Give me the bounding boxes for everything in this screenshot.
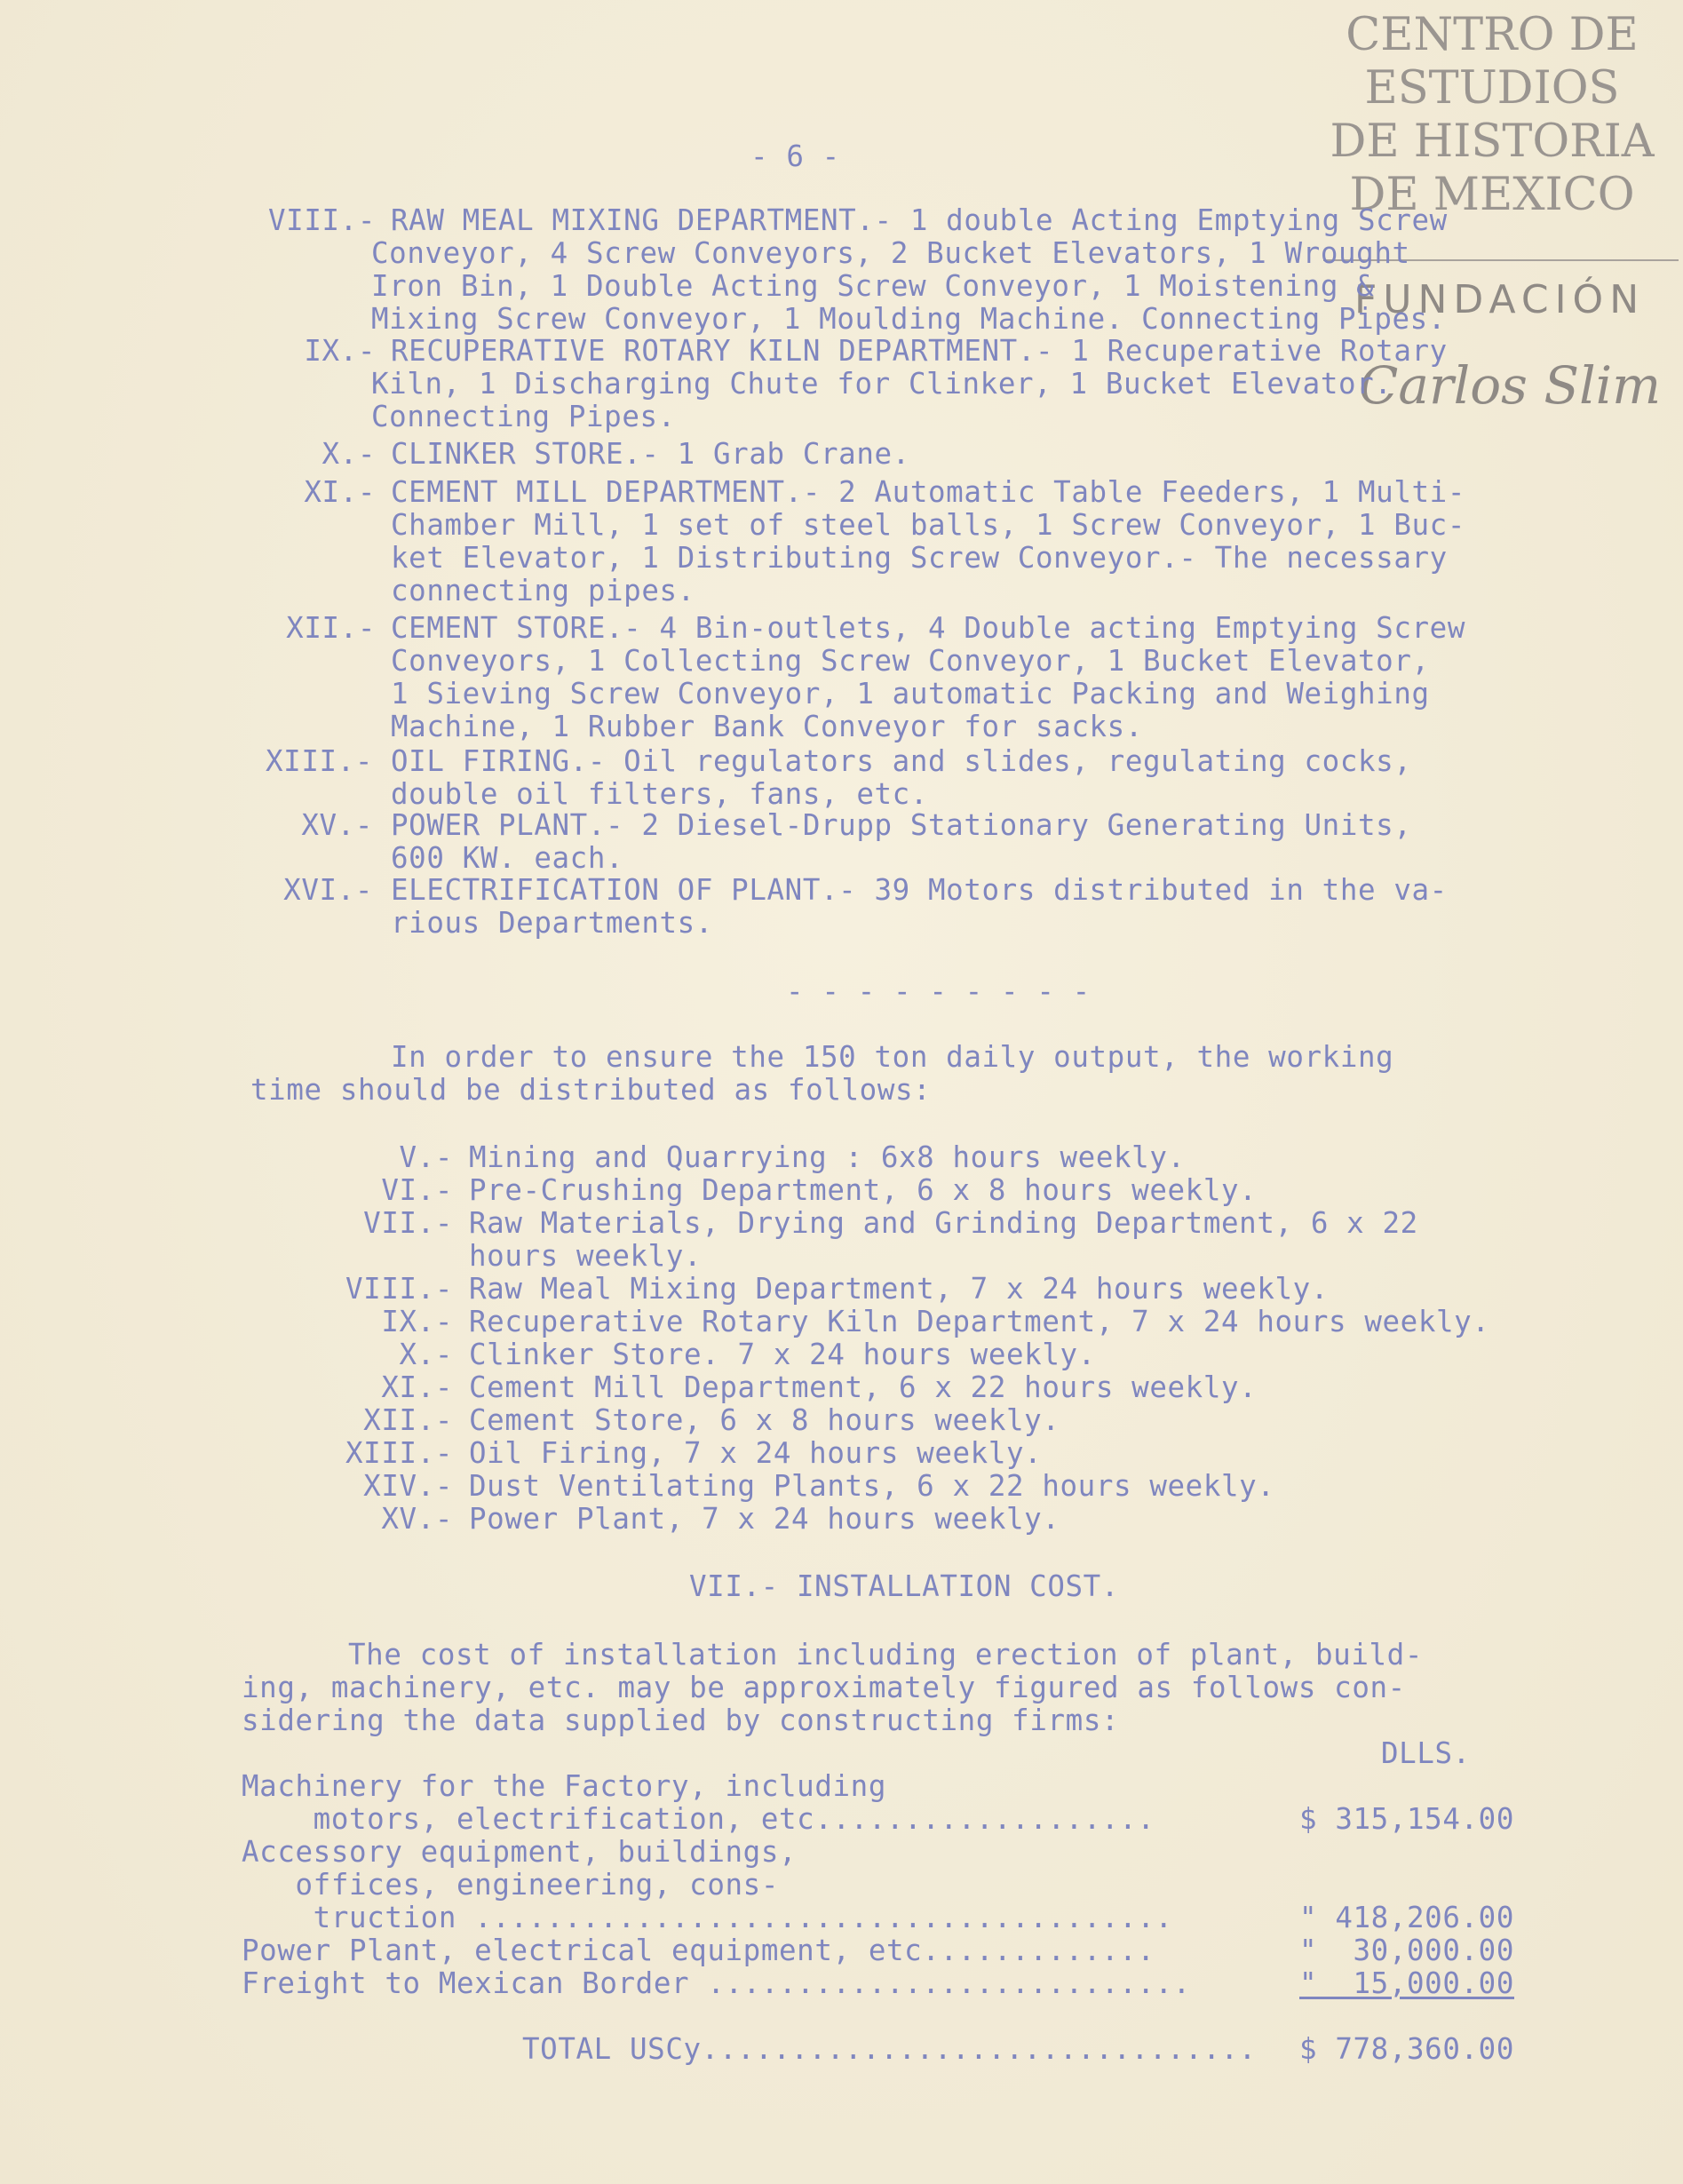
cost-item-line: Power Plant, electrical equipment, etc.............: [242, 1934, 1155, 1967]
cost-item-line: motors, electrification, etc...................: [242, 1802, 1155, 1836]
watermark-signature: Carlos Slim: [1359, 355, 1662, 416]
page-number: - 6 -: [750, 139, 840, 173]
cost-item-line: truction .......................................: [242, 1901, 1173, 1934]
department-line: Conveyors, 1 Collecting Screw Conveyor, 1 Bucket Elevator,: [391, 644, 1430, 678]
department-line: Conveyor, 4 Screw Conveyors, 2 Bucket Elevators, 1 Wrought: [371, 236, 1410, 270]
currency-header: DLLS.: [1381, 1736, 1471, 1770]
cost-amount: " 30,000.00: [1299, 1934, 1514, 1967]
schedule-line: Dust Ventilating Plants, 6 x 22 hours weekly.: [469, 1469, 1275, 1503]
working-time-intro-line: In order to ensure the 150 ton daily output, the working: [391, 1040, 1394, 1074]
department-number: XIII.-: [266, 744, 373, 778]
cost-item-line: offices, engineering, cons-: [242, 1868, 779, 1902]
cost-intro-line: The cost of installation including erection of plant, build-: [348, 1638, 1423, 1672]
total-label: TOTAL USCy...............................: [522, 2032, 1257, 2066]
schedule-number: IX.-: [381, 1305, 453, 1338]
cost-item-line: Machinery for the Factory, including: [242, 1769, 886, 1803]
watermark-line: DE HISTORIA: [1330, 115, 1655, 168]
section-heading: VII.- INSTALLATION COST.: [689, 1569, 1119, 1603]
archive-watermark: [1314, 9, 1670, 222]
schedule-number: XIII.-: [345, 1436, 453, 1470]
cost-amount: $ 315,154.00: [1299, 1802, 1514, 1836]
total-amount: $ 778,360.00: [1299, 2032, 1514, 2066]
department-line: Machine, 1 Rubber Bank Conveyor for sacks.: [391, 710, 1143, 743]
schedule-number: VII.-: [363, 1206, 453, 1240]
schedule-number: V.-: [399, 1140, 453, 1174]
cost-item-line: Accessory equipment, buildings,: [242, 1835, 798, 1869]
schedule-line: Clinker Store. 7 x 24 hours weekly.: [469, 1338, 1096, 1371]
department-line: OIL FIRING.- Oil regulators and slides, regulating cocks,: [391, 744, 1412, 778]
schedule-line: Raw Materials, Drying and Grinding Department, 6 x 22: [469, 1206, 1418, 1240]
department-line: Mixing Screw Conveyor, 1 Moulding Machine. Connecting Pipes.: [371, 302, 1446, 336]
department-line: CEMENT MILL DEPARTMENT.- 2 Automatic Table Feeders, 1 Multi-: [391, 475, 1465, 509]
schedule-number: XV.-: [381, 1502, 453, 1536]
department-line: POWER PLANT.- 2 Diesel-Drupp Stationary Generating Units,: [391, 808, 1412, 842]
watermark-line: DE MEXICO: [1349, 169, 1635, 221]
cost-intro-line: ing, machinery, etc. may be approximately figured as follows con-: [242, 1671, 1406, 1704]
department-line: rious Departments.: [391, 906, 713, 940]
department-line: double oil filters, fans, etc.: [391, 777, 928, 811]
department-number: XVI.-: [283, 873, 373, 907]
schedule-number: VI.-: [381, 1173, 453, 1207]
schedule-number: X.-: [399, 1338, 453, 1371]
department-number: XII.-: [286, 611, 376, 645]
watermark-line: ESTUDIOS: [1364, 62, 1620, 115]
department-line: CEMENT STORE.- 4 Bin-outlets, 4 Double acting Emptying Screw: [391, 611, 1465, 645]
schedule-line: Oil Firing, 7 x 24 hours weekly.: [469, 1436, 1043, 1470]
department-line: RAW MEAL MIXING DEPARTMENT.- 1 double Acting Emptying Screw: [391, 203, 1448, 237]
schedule-number: XIV.-: [363, 1469, 453, 1503]
watermark-foundation: FUNDACIÓN: [1354, 277, 1646, 322]
schedule-number: XII.-: [363, 1403, 453, 1437]
schedule-line: hours weekly.: [469, 1239, 703, 1273]
schedule-line: Cement Mill Department, 6 x 22 hours weekly.: [469, 1370, 1258, 1404]
department-line: CLINKER STORE.- 1 Grab Crane.: [391, 437, 910, 471]
department-line: Connecting Pipes.: [371, 400, 676, 433]
department-line: 1 Sieving Screw Conveyor, 1 automatic Packing and Weighing: [391, 677, 1430, 711]
department-line: 600 KW. each.: [391, 841, 624, 875]
working-time-intro-line: time should be distributed as follows:: [250, 1073, 932, 1107]
department-number: X.-: [322, 437, 376, 471]
department-number: XI.-: [304, 475, 376, 509]
schedule-line: Power Plant, 7 x 24 hours weekly.: [469, 1502, 1060, 1536]
department-number: IX.-: [304, 334, 376, 368]
cost-amount: " 15,000.00: [1299, 1966, 1514, 2000]
section-separator: - - - - - - - - -: [786, 974, 1091, 1008]
schedule-line: Raw Meal Mixing Department, 7 x 24 hours weekly.: [469, 1272, 1329, 1306]
schedule-number: XI.-: [381, 1370, 453, 1404]
schedule-line: Cement Store, 6 x 8 hours weekly.: [469, 1403, 1060, 1437]
department-line: Iron Bin, 1 Double Acting Screw Conveyor, 1 Moistening &: [371, 269, 1375, 303]
department-line: ket Elevator, 1 Distributing Screw Conveyor.- The necessary: [391, 541, 1448, 575]
department-line: Kiln, 1 Discharging Chute for Clinker, 1 Bucket Elevator.: [371, 367, 1393, 401]
cost-amount: " 418,206.00: [1299, 1901, 1514, 1934]
schedule-line: Pre-Crushing Department, 6 x 8 hours weekly.: [469, 1173, 1258, 1207]
department-number: XV.-: [301, 808, 373, 842]
department-line: ELECTRIFICATION OF PLANT.- 39 Motors distributed in the va-: [391, 873, 1448, 907]
cost-intro-line: sidering the data supplied by constructing firms:: [242, 1704, 1120, 1737]
schedule-line: Mining and Quarrying : 6x8 hours weekly.: [469, 1140, 1186, 1174]
department-line: connecting pipes.: [391, 574, 695, 608]
watermark-line: CENTRO DE: [1346, 9, 1639, 61]
schedule-line: Recuperative Rotary Kiln Department, 7 x 24 hours weekly.: [469, 1305, 1490, 1338]
department-line: RECUPERATIVE ROTARY KILN DEPARTMENT.- 1 Recuperative Rotary: [391, 334, 1448, 368]
department-number: VIII.-: [268, 203, 376, 237]
schedule-number: VIII.-: [345, 1272, 453, 1306]
cost-item-line: Freight to Mexican Border ...........................: [242, 1966, 1191, 2000]
department-line: Chamber Mill, 1 set of steel balls, 1 Screw Conveyor, 1 Buc-: [391, 508, 1465, 542]
